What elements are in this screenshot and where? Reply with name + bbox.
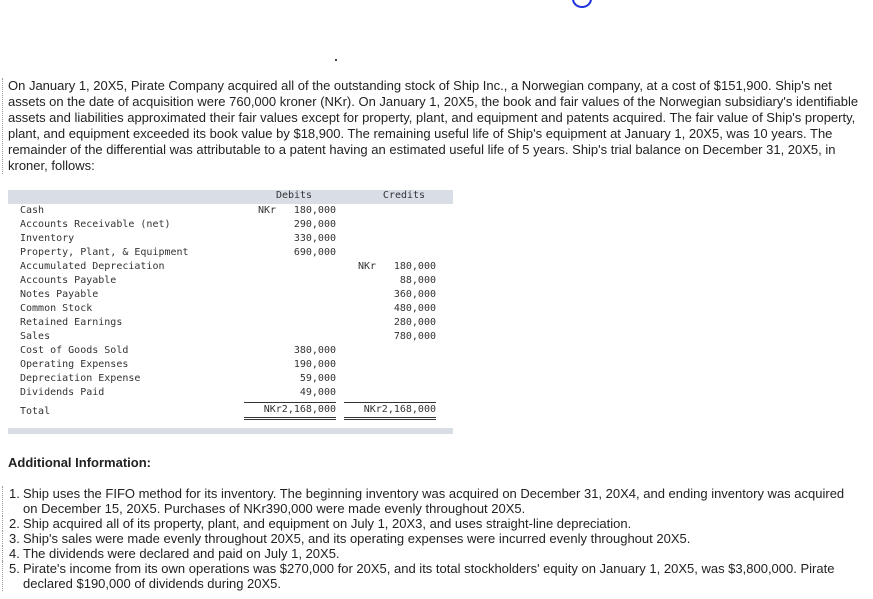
credit-value: 780,000 [393, 331, 436, 342]
debits-header: Debits [275, 190, 313, 201]
account-label: Property, Plant, & Equipment [20, 247, 189, 258]
item-text: The dividends were declared and paid on July 1, 20X5. [23, 546, 340, 561]
debit-value: 330,000 [293, 233, 336, 244]
table-row [8, 204, 453, 218]
table-row [8, 218, 453, 232]
account-label: Retained Earnings [20, 317, 123, 328]
table-header [8, 190, 453, 204]
debit-value: 49,000 [299, 387, 336, 398]
list-item [2, 561, 862, 591]
total-row [8, 402, 453, 422]
table-row [8, 344, 453, 358]
item-text: Pirate's income from its own operations was $270,000 for 20X5, and its total stockholders' equity on January 1, 20X5, was $3,800,000. Pirate declared $190,000 of dividends during 20X5. [23, 561, 835, 591]
total-label: Total [20, 406, 51, 417]
account-label: Common Stock [20, 303, 93, 314]
credit-value: 280,000 [393, 317, 436, 328]
loading-spinner-icon [572, 0, 592, 8]
additional-info-heading: Additional Information: [8, 455, 151, 470]
list-item [2, 516, 862, 531]
account-label: Accounts Receivable (net) [20, 219, 171, 230]
item-text: Ship uses the FIFO method for its inventory. The beginning inventory was acquired on December 31, 20X4, and ending inventory was acquired on December 15, 20X5. Purchases of NKr390,000 were made evenly throughout 20X5. [23, 486, 845, 516]
account-label: Accounts Payable [20, 275, 117, 286]
table-footer-bar [8, 428, 453, 434]
item-number: 3. [9, 531, 20, 546]
account-label: Notes Payable [20, 289, 99, 300]
list-item [2, 531, 862, 546]
credit-value: 480,000 [393, 303, 436, 314]
account-label: Sales [20, 331, 51, 342]
credit-value: 88,000 [399, 275, 436, 286]
table-row [8, 260, 453, 274]
table-row [8, 302, 453, 316]
debit-value: 180,000 [293, 205, 336, 216]
debit-value: 690,000 [293, 247, 336, 258]
item-text: Ship acquired all of its property, plant, and equipment on July 1, 20X3, and uses straight-line depreciation. [23, 516, 632, 531]
table-row [8, 330, 453, 344]
debit-value: 290,000 [293, 219, 336, 230]
list-item [2, 546, 862, 561]
total-credit: NKr2,168,000 [344, 402, 436, 420]
table-row [8, 358, 453, 372]
table-row [8, 372, 453, 386]
debit-value: 190,000 [293, 359, 336, 370]
account-label: Operating Expenses [20, 359, 129, 370]
currency-prefix: NKr [358, 261, 377, 272]
table-row [8, 232, 453, 246]
account-label: Cost of Goods Sold [20, 345, 129, 356]
total-debit: NKr2,168,000 [244, 402, 336, 420]
credits-header: Credits [382, 190, 426, 201]
item-text: Ship's sales were made evenly throughout 20X5, and its operating expenses were incurred evenly throughout 20X5. [23, 531, 691, 546]
item-number: 4. [9, 546, 20, 561]
item-number: 1. [9, 486, 20, 501]
credit-value: 180,000 [393, 261, 436, 272]
account-label: Inventory [20, 233, 75, 244]
account-label: Depreciation Expense [20, 373, 141, 384]
account-label: Cash [20, 205, 45, 216]
table-row [8, 288, 453, 302]
additional-info-list [2, 486, 862, 591]
problem-intro: On January 1, 20X5, Pirate Company acquired all of the outstanding stock of Ship Inc., a Norwegian company, at a cost of $151,900. Ship's net assets on the date of acquisition were 760,000 kroner (NKr). On January 1, 20X5, the book and fair values of the Norwegian subsidiary's identifiable assets and liabilities approximated their fair values except for property, plant, and equipment and patents acquired. The fair value of Ship's property, plant, and equipment exceeded its book value by $18,900. The remaining useful life of Ship's equipment at January 1, 20X5, was 10 years. The remainder of the differential was attributable to a patent having an estimated useful life of 5 years. Ship's trial balance on December 31, 20X5, in kroner, follows: [2, 78, 868, 174]
item-number: 2. [9, 516, 20, 531]
debit-value: 380,000 [293, 345, 336, 356]
credit-value: 360,000 [393, 289, 436, 300]
trial-balance-table [8, 190, 453, 434]
debit-value: 59,000 [299, 373, 336, 384]
account-label: Dividends Paid [20, 387, 105, 398]
table-row [8, 246, 453, 260]
table-row [8, 386, 453, 400]
table-row [8, 316, 453, 330]
item-number: 5. [9, 561, 20, 576]
dot-mark [335, 59, 337, 61]
account-label: Accumulated Depreciation [20, 261, 165, 272]
table-row [8, 274, 453, 288]
currency-prefix: NKr [258, 205, 277, 216]
list-item [2, 486, 862, 516]
